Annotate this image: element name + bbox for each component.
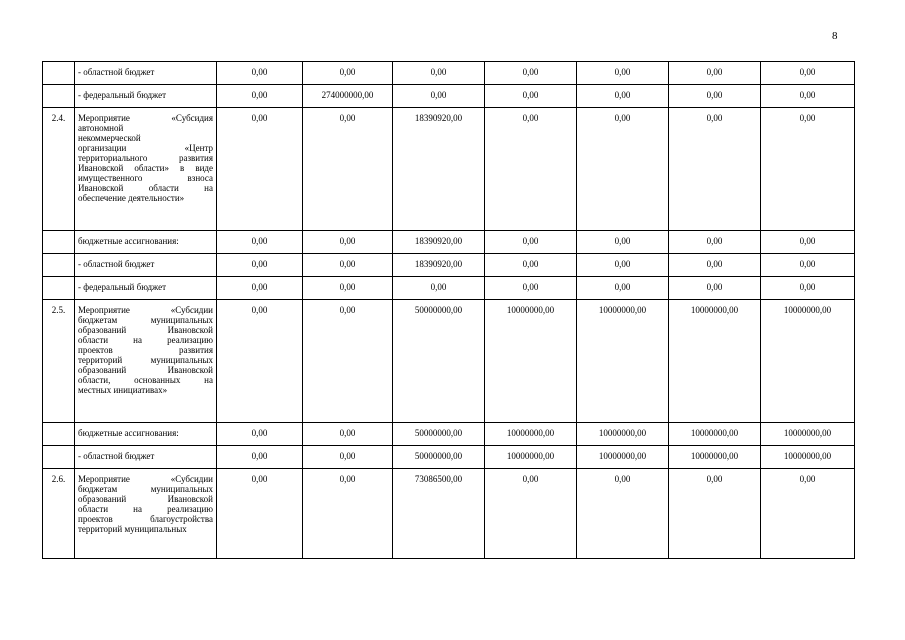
row-description xyxy=(75,300,217,423)
value-cell: 0,00 xyxy=(577,277,669,300)
value-cell: 0,00 xyxy=(303,469,393,559)
value-cell: 0,00 xyxy=(577,254,669,277)
description-line: - областной бюджет xyxy=(78,67,155,77)
value-cell: 0,00 xyxy=(669,469,761,559)
row-description xyxy=(75,423,217,446)
value-cell: 0,00 xyxy=(485,277,577,300)
value-cell: 0,00 xyxy=(577,62,669,85)
value-cell: 0,00 xyxy=(761,254,855,277)
value-cell: 0,00 xyxy=(303,300,393,423)
value-cell: 0,00 xyxy=(217,254,303,277)
description-line: Мероприятие «Субсидия xyxy=(78,113,213,123)
description-line: - федеральный бюджет xyxy=(78,282,167,292)
description-line: бюджетам муниципальных xyxy=(78,484,213,494)
value-cell: 18390920,00 xyxy=(393,108,485,231)
row-number xyxy=(43,85,75,108)
value-cell: 10000000,00 xyxy=(485,423,577,446)
description-line: территорий муниципальных xyxy=(78,355,213,365)
value-cell: 0,00 xyxy=(669,85,761,108)
row-description xyxy=(75,446,217,469)
value-cell: 10000000,00 xyxy=(669,423,761,446)
value-cell: 0,00 xyxy=(217,277,303,300)
description-line: проектов благоустройства xyxy=(78,514,213,524)
budget-table xyxy=(42,61,855,559)
row-number xyxy=(43,254,75,277)
description-line: автономной xyxy=(78,123,124,133)
budget-table-body xyxy=(43,62,855,559)
value-cell: 0,00 xyxy=(303,277,393,300)
table-row xyxy=(43,254,855,277)
value-cell: 18390920,00 xyxy=(393,254,485,277)
value-cell: 0,00 xyxy=(303,446,393,469)
value-cell: 0,00 xyxy=(485,254,577,277)
value-cell: 0,00 xyxy=(669,108,761,231)
description-line: образований Ивановской xyxy=(78,325,213,335)
value-cell: 0,00 xyxy=(217,231,303,254)
value-cell: 0,00 xyxy=(485,62,577,85)
table-row xyxy=(43,62,855,85)
value-cell: 0,00 xyxy=(485,85,577,108)
description-line: Ивановской области» в виде xyxy=(78,163,213,173)
value-cell: 0,00 xyxy=(761,231,855,254)
value-cell: 50000000,00 xyxy=(393,300,485,423)
value-cell: 0,00 xyxy=(303,254,393,277)
value-cell: 0,00 xyxy=(217,469,303,559)
value-cell: 0,00 xyxy=(217,62,303,85)
description-line: - областной бюджет xyxy=(78,259,155,269)
row-number xyxy=(43,62,75,85)
description-line: бюджетам муниципальных xyxy=(78,315,213,325)
value-cell: 10000000,00 xyxy=(669,300,761,423)
description-line: Мероприятие «Субсидии xyxy=(78,474,213,484)
description-line: территорий муниципальных xyxy=(78,524,187,534)
row-number xyxy=(43,277,75,300)
value-cell: 0,00 xyxy=(303,108,393,231)
value-cell: 0,00 xyxy=(577,85,669,108)
value-cell: 0,00 xyxy=(485,469,577,559)
value-cell: 10000000,00 xyxy=(761,423,855,446)
row-number xyxy=(43,446,75,469)
row-number xyxy=(43,423,75,446)
value-cell: 10000000,00 xyxy=(761,300,855,423)
value-cell: 0,00 xyxy=(761,277,855,300)
value-cell: 10000000,00 xyxy=(485,300,577,423)
description-line: области на реализацию xyxy=(78,504,213,514)
row-number: 2.4. xyxy=(43,108,75,231)
value-cell: 0,00 xyxy=(761,85,855,108)
value-cell: 0,00 xyxy=(303,62,393,85)
table-row xyxy=(43,423,855,446)
table-row xyxy=(43,231,855,254)
table-row xyxy=(43,108,855,231)
description-line: - федеральный бюджет xyxy=(78,90,167,100)
value-cell: 0,00 xyxy=(577,231,669,254)
value-cell: 0,00 xyxy=(669,62,761,85)
description-line: имущественного взноса xyxy=(78,173,213,183)
value-cell: 10000000,00 xyxy=(577,446,669,469)
row-description xyxy=(75,277,217,300)
value-cell: 0,00 xyxy=(393,277,485,300)
row-number: 2.6. xyxy=(43,469,75,559)
description-line: территориального развития xyxy=(78,153,213,163)
row-description xyxy=(75,85,217,108)
description-line: Ивановской области на xyxy=(78,183,213,193)
description-line: бюджетные ассигнования: xyxy=(78,236,179,246)
value-cell: 0,00 xyxy=(761,108,855,231)
value-cell: 0,00 xyxy=(761,469,855,559)
description-line: бюджетные ассигнования: xyxy=(78,428,179,438)
value-cell: 10000000,00 xyxy=(577,423,669,446)
value-cell: 10000000,00 xyxy=(485,446,577,469)
value-cell: 0,00 xyxy=(761,62,855,85)
value-cell: 50000000,00 xyxy=(393,446,485,469)
description-line: Мероприятие «Субсидии xyxy=(78,305,213,315)
value-cell: 10000000,00 xyxy=(669,446,761,469)
value-cell: 0,00 xyxy=(217,85,303,108)
value-cell: 18390920,00 xyxy=(393,231,485,254)
value-cell: 0,00 xyxy=(303,423,393,446)
value-cell: 0,00 xyxy=(577,108,669,231)
description-line: - областной бюджет xyxy=(78,451,155,461)
value-cell: 0,00 xyxy=(669,254,761,277)
value-cell: 0,00 xyxy=(485,231,577,254)
description-line: образований Ивановской xyxy=(78,365,213,375)
description-line: области, основанных на xyxy=(78,375,213,385)
value-cell: 274000000,00 xyxy=(303,85,393,108)
value-cell: 0,00 xyxy=(217,423,303,446)
value-cell: 0,00 xyxy=(577,469,669,559)
row-number xyxy=(43,231,75,254)
description-line: образований Ивановской xyxy=(78,494,213,504)
description-line: области на реализацию xyxy=(78,335,213,345)
description-line: проектов развития xyxy=(78,345,213,355)
value-cell: 0,00 xyxy=(393,62,485,85)
row-description xyxy=(75,469,217,559)
table-row xyxy=(43,469,855,559)
row-description xyxy=(75,254,217,277)
value-cell: 10000000,00 xyxy=(761,446,855,469)
row-description xyxy=(75,231,217,254)
value-cell: 0,00 xyxy=(669,277,761,300)
description-line: организации «Центр xyxy=(78,143,213,153)
table-row xyxy=(43,277,855,300)
value-cell: 10000000,00 xyxy=(577,300,669,423)
row-description xyxy=(75,62,217,85)
row-number: 2.5. xyxy=(43,300,75,423)
value-cell: 0,00 xyxy=(217,446,303,469)
value-cell: 0,00 xyxy=(217,108,303,231)
page-number: 8 xyxy=(832,30,838,42)
value-cell: 0,00 xyxy=(485,108,577,231)
value-cell: 0,00 xyxy=(303,231,393,254)
value-cell: 0,00 xyxy=(217,300,303,423)
value-cell: 50000000,00 xyxy=(393,423,485,446)
value-cell: 0,00 xyxy=(669,231,761,254)
table-row xyxy=(43,446,855,469)
description-line: обеспечение деятельности» xyxy=(78,193,185,203)
description-line: некоммерческой xyxy=(78,133,141,143)
table-row xyxy=(43,300,855,423)
value-cell: 73086500,00 xyxy=(393,469,485,559)
row-description xyxy=(75,108,217,231)
value-cell: 0,00 xyxy=(393,85,485,108)
table-row xyxy=(43,85,855,108)
description-line: местных инициативах» xyxy=(78,385,168,395)
